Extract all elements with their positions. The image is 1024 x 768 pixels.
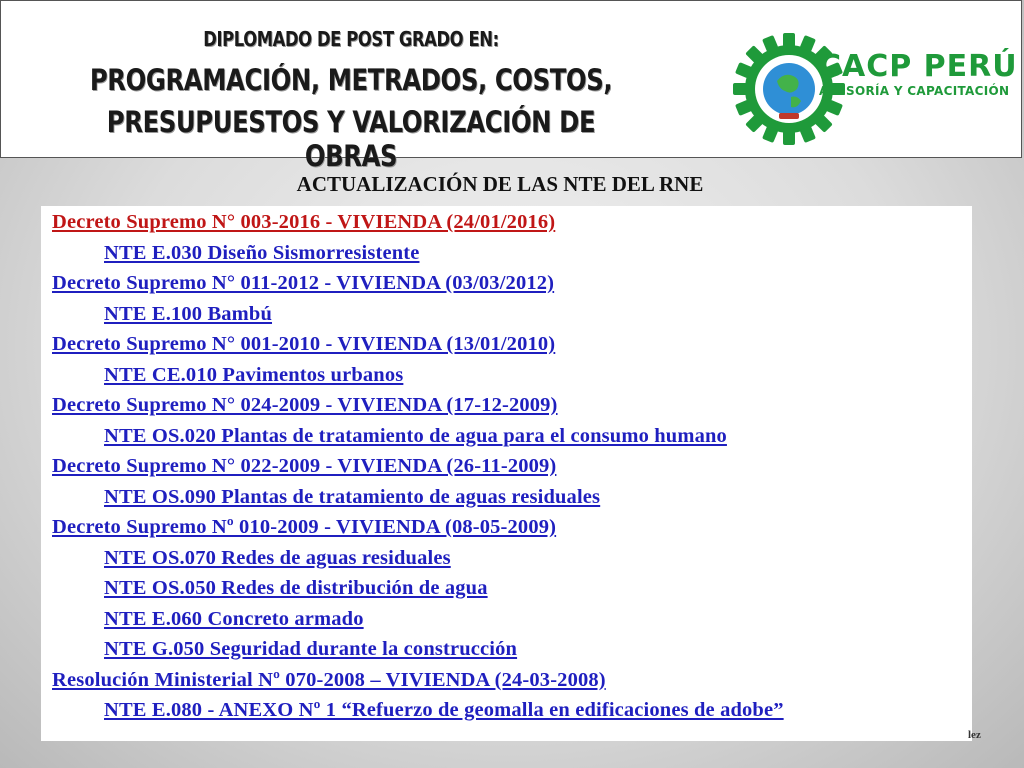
norm-link[interactable]: NTE CE.010 Pavimentos urbanos: [104, 363, 404, 386]
norm-link[interactable]: NTE OS.090 Plantas de tratamiento de aguas residuales: [104, 485, 601, 508]
brand-name: CACP PERÚ: [819, 49, 1018, 84]
norm-link[interactable]: NTE OS.020 Plantas de tratamiento de agua para el consumo humano: [104, 424, 727, 447]
section-title: ACTUALIZACIÓN DE LAS NTE DEL RNE: [296, 172, 704, 196]
decree-link[interactable]: Decreto Supremo N° 024-2009 - VIVIENDA (17-12-2009): [52, 394, 558, 416]
decree-link[interactable]: Decreto Supremo N° 011-2012 - VIVIENDA (03/03/2012): [52, 272, 555, 294]
header-banner: [0, 0, 1022, 173]
banner-line-3: PRESUPUESTOS Y VALORIZACIÓN DE OBRAS: [106, 105, 596, 173]
brand-block: [819, 49, 1018, 98]
footer-fragment: lez: [968, 729, 981, 741]
decree-link[interactable]: Resolución Ministerial Nº 070-2008 – VIVIENDA (24-03-2008): [52, 668, 606, 691]
norm-link[interactable]: NTE G.050 Seguridad durante la construcción: [104, 638, 518, 660]
norm-link[interactable]: NTE E.060 Concreto armado: [104, 607, 364, 630]
norm-link[interactable]: NTE OS.050 Redes de distribución de agua: [104, 577, 488, 599]
norm-link[interactable]: NTE OS.070 Redes de aguas residuales: [104, 546, 451, 569]
brand-tagline: ASESORÍA Y CAPACITACIÓN: [819, 84, 1010, 98]
norm-link[interactable]: NTE E.030 Diseño Sismorresistente: [104, 241, 420, 264]
norm-link[interactable]: NTE E.080 - ANEXO Nº 1 “Refuerzo de geomalla en edificaciones de adobe”: [104, 699, 784, 721]
decree-link[interactable]: Decreto Supremo N° 022-2009 - VIVIENDA (26-11-2009): [52, 455, 557, 477]
decree-link[interactable]: Decreto Supremo N° 001-2010 - VIVIENDA (13/01/2010): [52, 333, 556, 355]
banner-line-2: PROGRAMACIÓN, METRADOS, COSTOS,: [89, 63, 613, 97]
decree-link[interactable]: Decreto Supremo N° 003-2016 - VIVIENDA (24/01/2016): [52, 211, 556, 233]
banner-line-1: DIPLOMADO DE POST GRADO EN:: [203, 27, 499, 51]
norm-link[interactable]: NTE E.100 Bambú: [104, 302, 273, 325]
decree-link[interactable]: Decreto Supremo Nº 010-2009 - VIVIENDA (08-05-2009): [52, 516, 557, 538]
